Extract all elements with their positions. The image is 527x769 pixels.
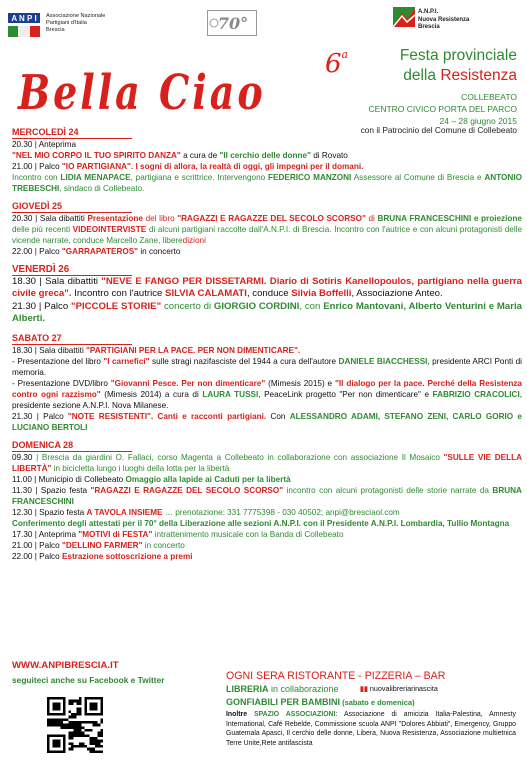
event-time: 11.00 xyxy=(12,474,32,484)
festa-title-line2 xyxy=(400,66,517,86)
event-title: "GARRAPATEROS" xyxy=(61,247,139,256)
event-title: Omaggio alla lapide ai Caduti per la libertà xyxy=(125,474,291,484)
book-icon: ▮▮ xyxy=(360,684,368,693)
event-text: (Mimesis 2015) e xyxy=(265,378,335,388)
event-text: | Spazio festa xyxy=(32,507,87,517)
event-highlight: LIDIA MENAPACE xyxy=(60,173,131,182)
event-highlight: FABRIZIO CRACOLICI xyxy=(432,389,520,399)
event xyxy=(12,474,522,485)
festa-title-resistenza: Resistenza xyxy=(440,67,517,84)
website-link[interactable]: WWW.ANPIBRESCIA.IT xyxy=(12,660,119,671)
event-time: 17.30 xyxy=(12,529,33,539)
qr-code xyxy=(47,697,103,753)
event-highlight: DANIELE BIACCHESSI xyxy=(338,356,428,366)
event xyxy=(12,172,522,194)
edition-number xyxy=(325,48,348,79)
event-text: incontro con alcuni protagonisti delle storie narrate da xyxy=(283,485,493,495)
event-text: , presidente sezione A.N.P.I. Nova Milanese. xyxy=(12,389,522,410)
anpi-caption xyxy=(46,13,105,34)
event-text: Con xyxy=(266,411,290,421)
anpi-caption-line: Brescia xyxy=(46,27,65,33)
nr-caption-line: Nuova Resistenza xyxy=(418,16,470,23)
event-text: Assessore al Comune di Brescia e xyxy=(351,173,485,182)
festa-title xyxy=(400,46,517,86)
event-time: 21.30 | Palco xyxy=(12,300,72,312)
event-title: "I carnefici" xyxy=(103,356,150,366)
libreria-text: in collaborazione xyxy=(268,684,339,694)
event-text: a cura de xyxy=(180,151,220,160)
event-title: "IO PARTIGIANA". I sogni di allora, la realtà di oggi, gli impegni per il domani. xyxy=(61,162,364,171)
location-town: COLLEBEATO xyxy=(461,92,517,102)
event-text: , sindaco di Collebeato. xyxy=(59,184,145,193)
70-anniversary-badge xyxy=(207,10,257,36)
day-heading: SABATO 27 xyxy=(12,333,132,345)
event-text: intrattenimento musicale con la Banda di Collebeato xyxy=(152,529,344,539)
nr-caption-line: A.N.P.I. xyxy=(418,9,439,15)
libreria-logo-text: nuovalibreriarinascita xyxy=(369,684,438,693)
event-text: , con xyxy=(299,300,324,312)
day-section-26 xyxy=(12,264,522,326)
gonfiabili-days: (sabato e domenica) xyxy=(340,698,415,707)
day-section-24 xyxy=(12,127,522,194)
event-title: "DELLINO FARMER" xyxy=(61,540,143,550)
event-time: 20.30 | Sala dibattiti xyxy=(12,214,88,223)
event-text: | Brescia da giardini O. Fallaci, corso Magenta a Collebeato in collaborazione con associazione Il Mosaico xyxy=(32,452,444,462)
event xyxy=(12,161,522,172)
event-highlight: ANTONIO TREBESCHI xyxy=(12,173,522,193)
event-title: "NEL MIO CORPO IL TUO SPIRITO DANZA" xyxy=(12,151,181,160)
event xyxy=(12,485,522,507)
event xyxy=(12,246,522,257)
event xyxy=(12,139,522,161)
patronage-note: con il Patrocinio del Comune di Collebeato xyxy=(360,125,517,135)
event xyxy=(12,452,522,474)
event-title: "Il dialogo per la pace. Perché della Resistenza contro ogni razzismo" xyxy=(12,378,522,399)
event-text: , presidente ARCI Ponti di memoria. xyxy=(12,356,522,377)
event xyxy=(12,551,522,562)
event-text: Incontro con l'autrice xyxy=(71,288,166,300)
associazioni-note xyxy=(226,710,516,748)
event-time: 21.00 | Palco xyxy=(12,162,62,171)
event-highlight: "Il cerchio delle donne" xyxy=(219,151,311,160)
event-title: "RAGAZZI E RAGAZZE DEL SECOLO SCORSO" xyxy=(90,485,284,495)
event-text: in bicicletta lungo i luoghi della lotta per la libertà xyxy=(51,463,230,473)
poster-title: Bella Ciao xyxy=(18,64,266,121)
event-text: - Presentazione del libro xyxy=(12,356,104,366)
assoc-list: : Associazione di amicizia Italia-Palestina, Amnesty International, Café Rebelde, Commissione scuola ANPI "Dolores Abbiati", Emergency, Gruppo Guatemala Apasci, Il cerchio delle donne, Libera, Nuova Resistenza, Associazione multietnica Terre Unite,Rete antifascista xyxy=(226,711,516,747)
badge-text: 70° xyxy=(217,14,249,33)
event-title: "PICCOLE STORIE" xyxy=(71,300,162,312)
event-text: | Palco xyxy=(32,551,62,561)
event-text: (Mimesis 2014) a cura di xyxy=(100,389,203,399)
program xyxy=(12,127,522,562)
event-text: dizioni xyxy=(182,236,206,245)
event-title: "NOTE RESISTENTI". Canti e racconti partigiani. xyxy=(67,411,267,421)
nr-caption-line: Brescia xyxy=(418,24,440,30)
event xyxy=(12,276,522,301)
event-highlight: Silvia Boffelli xyxy=(291,288,352,300)
event-text: … prenotazione: 331 7775398 - 030 40502; anpi@bresciaol.com xyxy=(162,507,400,517)
assoc-label: SPAZIO ASSOCIAZIONI xyxy=(253,711,336,718)
event xyxy=(12,507,522,518)
edition-number-value: 6 xyxy=(325,49,342,79)
event-highlight: BRUNA FRANCESCHINI xyxy=(12,485,522,506)
edition-number-suffix: a xyxy=(341,48,349,61)
event xyxy=(12,213,522,246)
event-text: , Associazione Anteo. xyxy=(351,288,443,300)
ristorante-note: OGNI SERA RISTORANTE - PIZZERIA – BAR xyxy=(226,670,446,682)
event-time: 21.00 xyxy=(12,540,33,550)
anpi-logo xyxy=(6,10,42,40)
event-text: , conduce xyxy=(246,288,292,300)
event-highlight: BRUNA FRANCESCHINI e proiezione xyxy=(377,214,522,223)
libreria-logo xyxy=(360,684,438,693)
event-time: 09.30 xyxy=(12,452,33,462)
event-highlight: VIDEOINTERVISTE xyxy=(72,225,147,234)
event xyxy=(12,378,522,411)
day-heading: VENERDÌ 26 xyxy=(12,264,132,276)
festa-dates: 24 – 28 giugno 2015 xyxy=(439,116,517,126)
event-text: Incontro con xyxy=(12,173,61,182)
anpi-caption-line: Associazione Nazionale xyxy=(46,13,106,19)
day-section-28 xyxy=(12,440,522,562)
event-time: 11.30 xyxy=(12,485,32,495)
event-text: | Anteprima xyxy=(32,529,79,539)
anpi-caption-line: Partigiani d'Italia xyxy=(46,20,87,26)
event-time: 12.30 xyxy=(12,507,33,517)
event-text: | Spazio festa xyxy=(31,485,91,495)
event-highlight: LAURA TUSSI xyxy=(202,389,259,399)
event-text: sulle stragi nazifasciste del 1944 a cura dell'autore xyxy=(149,356,339,366)
event-text: , PeaceLink progetto "Per non dimenticare" e xyxy=(258,389,433,399)
gonfiabili-label: GONFIABILI PER BAMBINI xyxy=(226,697,340,707)
event-title: "RAGAZZI E RAGAZZE DEL SECOLO SCORSO" xyxy=(177,214,366,223)
event-time: 21.30 | Palco xyxy=(12,411,68,421)
event-text: del libro xyxy=(142,214,178,223)
event-text: , partigiana e scrittrice. Intervengono xyxy=(130,173,268,182)
event xyxy=(12,356,522,378)
event-highlight: SILVIA CALAMATI xyxy=(165,288,247,300)
event-text: in concerto xyxy=(142,540,185,550)
event xyxy=(12,301,522,326)
event-title: "MOTIVI di FESTA" xyxy=(78,529,153,539)
festa-title-line1: Festa provinciale xyxy=(399,47,517,64)
event-highlight: Presentazione xyxy=(87,214,143,223)
event-text: delle più recenti xyxy=(12,225,73,234)
event xyxy=(12,540,522,551)
event-title: "Giovanni Pesce. Per non dimenticare" xyxy=(110,378,266,388)
nuova-resistenza-logo xyxy=(393,7,415,27)
day-heading: MERCOLEDÌ 24 xyxy=(12,127,132,139)
event-title: Estrazione sottoscrizione a premi xyxy=(61,551,193,561)
libreria-note xyxy=(226,684,339,694)
day-section-27 xyxy=(12,333,522,433)
event xyxy=(12,411,522,433)
event-title: "PARTIGIANI PER LA PACE. PER NON DIMENTICARE". xyxy=(86,345,301,355)
event-time: 22.00 | Palco xyxy=(12,247,62,256)
event-time: 18.30 | Sala dibattiti xyxy=(12,345,87,355)
day-heading: DOMENICA 28 xyxy=(12,440,132,452)
event: Conferimento degli attestati per il 70° della Liberazione alle sezioni A.N.P.I. con il Presidente A.N.P.I. Lombardia, Tullio Montagna xyxy=(12,518,510,528)
day-heading: GIOVEDÌ 25 xyxy=(12,201,132,213)
event-text: | Municipio di Collebeato xyxy=(31,474,126,484)
nuova-resistenza-caption xyxy=(418,9,469,32)
event-text: concerto di xyxy=(161,300,214,312)
event-text: di Rovato xyxy=(310,151,348,160)
event xyxy=(12,529,522,540)
event-text: | Palco xyxy=(32,540,62,550)
event-highlight: GIORGIO CORDINI xyxy=(213,300,300,312)
event-time: 22.00 xyxy=(12,551,33,561)
assoc-text: Inoltre xyxy=(226,711,254,718)
event-text: - Presentazione DVD/libro xyxy=(12,378,111,388)
event-highlight: ALESSANDRO ADAMI, STEFANO ZENI, CARLO GORIO e LUCIANO BERTOLI xyxy=(12,411,522,432)
festa-location xyxy=(369,91,517,127)
gonfiabili-note xyxy=(226,697,415,707)
event-text: in concerto xyxy=(138,247,181,256)
event-time: 20.30 | Anteprima xyxy=(12,140,77,149)
event-title: "NEVE E FANGO PER DISSETARMI. Diario di Sotiris Kanellopoulos, partigiano nella guerra civile greca". xyxy=(12,276,522,300)
event-text: di xyxy=(365,214,378,223)
libreria-label: LIBRERIA xyxy=(226,684,269,694)
location-venue: CENTRO CIVICO PORTA DEL PARCO xyxy=(368,104,517,114)
social-note: seguiteci anche su Facebook e Twitter xyxy=(12,675,165,685)
event-title: "SULLE VIE DELLA LIBERTÀ" xyxy=(12,452,522,473)
event-text: di alcuni partigiani raccolte dall'A.N.P.I. di Brescia. Incontro con l'autrice e con alcuni protagonisti delle vicende narrate, conduce Marcello Zane, libere xyxy=(12,225,523,245)
event-highlight: FEDERICO MANZONI xyxy=(268,173,352,182)
event-time: 18.30 | Sala dibattiti xyxy=(12,276,102,287)
anpi-logo-text: A N P I xyxy=(11,14,37,23)
event-title: A TAVOLA INSIEME xyxy=(86,507,163,517)
event xyxy=(12,345,522,356)
event-highlight: Enrico Mantovani, Alberto Venturini e Maria Alberti. xyxy=(12,300,522,325)
day-section-25 xyxy=(12,201,522,257)
festa-title-della: della xyxy=(403,67,441,84)
